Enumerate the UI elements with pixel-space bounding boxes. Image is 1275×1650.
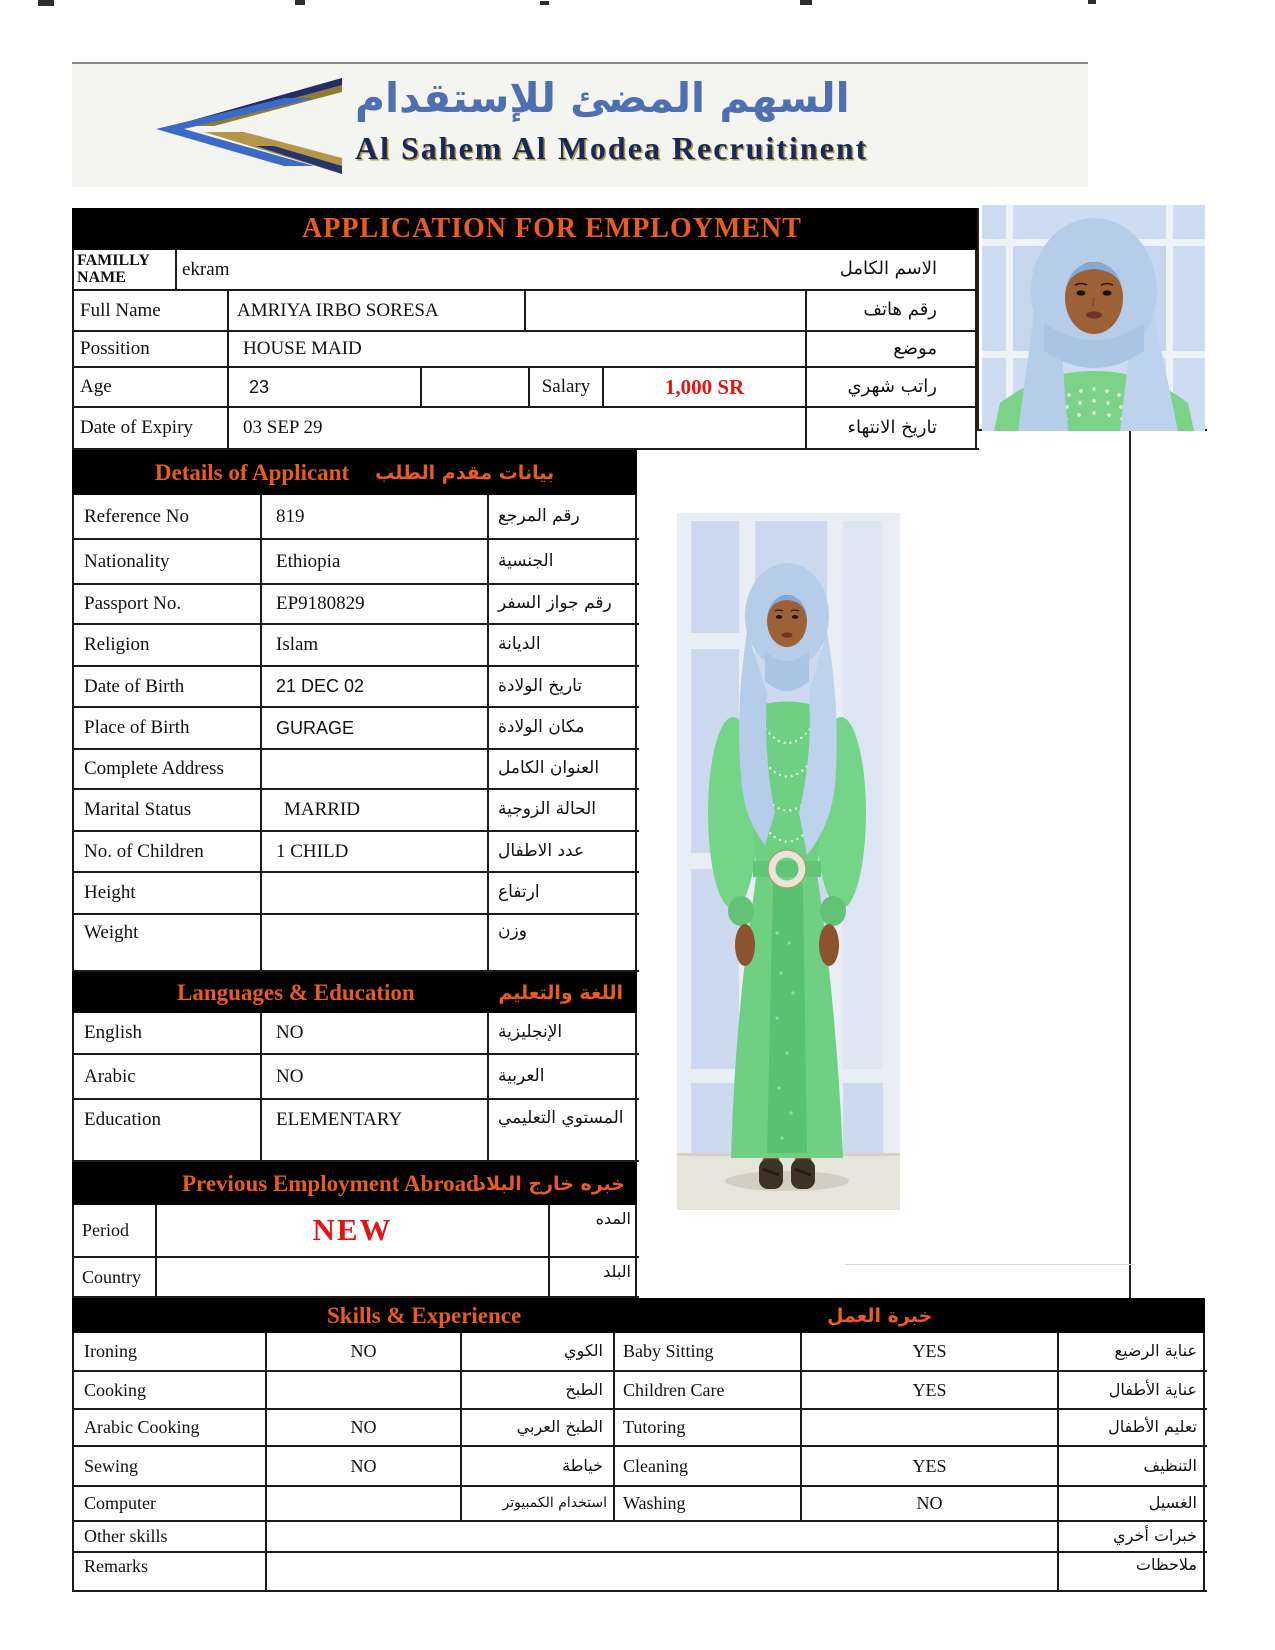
section-title: Languages & Education — [177, 979, 415, 1005]
skill-label-ar: استخدام الكمبيوتر — [462, 1487, 615, 1522]
field-label: Arabic — [74, 1055, 262, 1100]
field-value: Ethiopia — [262, 540, 489, 585]
field-value: 23 — [229, 368, 422, 408]
applicant-photo-portrait — [982, 205, 1205, 431]
skill-label: Arabic Cooking — [74, 1410, 267, 1447]
skill-label-ar: عناية الرضيع — [1059, 1333, 1207, 1372]
skills-section — [72, 1298, 1205, 1592]
previous-employment-header — [72, 1162, 637, 1205]
skill-value — [267, 1522, 1059, 1553]
field-label: Passport No. — [74, 585, 262, 625]
skill-value — [267, 1372, 462, 1410]
salary-value: 1,000 SR — [604, 368, 805, 408]
field-label: Date of Expiry — [74, 408, 229, 450]
page-title: APPLICATION FOR EMPLOYMENT — [302, 213, 802, 244]
skill-label-ar: الكوي — [462, 1333, 615, 1372]
field-label-ar: العنوان الكامل — [489, 750, 639, 790]
empty-cell — [526, 291, 805, 332]
field-value: NEW — [157, 1205, 550, 1258]
scan-artifact — [845, 1264, 1135, 1265]
field-value: AMRIYA IRBO SORESA — [229, 291, 526, 332]
skill-label: Remarks — [74, 1553, 267, 1592]
section-title: Skills & Experience — [327, 1302, 522, 1328]
photo-cell-border — [977, 208, 979, 431]
skill-value: NO — [267, 1410, 462, 1447]
field-value — [262, 873, 489, 915]
field-label: Place of Birth — [74, 708, 262, 750]
languages-section — [72, 972, 637, 1162]
skill-value — [267, 1553, 1059, 1592]
skill-label-ar: خياطة — [462, 1447, 615, 1487]
field-label-ar: رقم جواز السفر — [489, 585, 639, 625]
field-label-ar: الإنجليزية — [489, 1013, 639, 1055]
scan-artifact — [800, 0, 812, 5]
agency-name-english: Al Sahem Al Modea Recruitinent — [355, 130, 869, 166]
field-label: Full Name — [74, 291, 229, 332]
skill-value — [267, 1487, 462, 1522]
field-label-ar: رقم هاتف — [805, 291, 979, 332]
field-label: Marital Status — [74, 790, 262, 832]
form-right-border — [1129, 431, 1131, 1298]
field-value: 1 CHILD — [262, 832, 489, 873]
field-value: Islam — [262, 625, 489, 667]
skill-value: YES — [802, 1372, 1059, 1410]
field-label-ar: راتب شهري — [805, 368, 979, 408]
skill-label: Ironing — [74, 1333, 267, 1372]
field-label: Height — [74, 873, 262, 915]
field-value — [262, 750, 489, 790]
field-label: Reference No — [74, 495, 262, 540]
field-label-ar: المده — [550, 1205, 639, 1258]
field-label: Date of Birth — [74, 667, 262, 708]
skill-label: Children Care — [615, 1372, 802, 1410]
applicant-photo-full — [677, 513, 900, 1210]
skill-label-ar: الطبخ العربي — [462, 1410, 615, 1447]
field-label-ar: الحالة الزوجية — [489, 790, 639, 832]
field-label: Country — [74, 1258, 157, 1298]
scan-artifact — [540, 1, 549, 5]
field-label: FAMILLY NAME — [74, 250, 177, 291]
empty-cell — [422, 368, 528, 408]
field-label-ar: المستوي التعليمي — [489, 1100, 639, 1162]
form-title-bar — [72, 208, 977, 250]
field-label-ar: ارتفاع — [489, 873, 639, 915]
section-title-ar: خبرة العمل — [827, 1304, 933, 1327]
field-label-ar: مكان الولادة — [489, 708, 639, 750]
skill-label-ar: عناية الأطفال — [1059, 1372, 1207, 1410]
skill-label-ar: الطبخ — [462, 1372, 615, 1410]
agency-name-arabic: السهم المضئ للإستقدام — [355, 74, 850, 122]
field-value: ELEMENTARY — [262, 1100, 489, 1162]
skill-label-ar: خبرات أخري — [1059, 1522, 1207, 1553]
scan-artifact — [38, 0, 54, 6]
skill-label: Sewing — [74, 1447, 267, 1487]
skill-label-ar: التنظيف — [1059, 1447, 1207, 1487]
field-label: Possition — [74, 332, 229, 368]
field-value: HOUSE MAID — [229, 332, 805, 368]
skill-label: Tutoring — [615, 1410, 802, 1447]
field-label: Religion — [74, 625, 262, 667]
field-label: Education — [74, 1100, 262, 1162]
field-value: 03 SEP 29 — [229, 408, 805, 450]
field-value: NO — [262, 1055, 489, 1100]
agency-logo-icon — [144, 76, 344, 176]
section-title: Details of Applicant — [154, 459, 350, 485]
field-value: 21 DEC 02 — [262, 667, 489, 708]
skill-value: YES — [802, 1333, 1059, 1372]
field-label: No. of Children — [74, 832, 262, 873]
salary-label: Salary — [528, 368, 604, 408]
field-label: Period — [74, 1205, 157, 1258]
field-label: Age — [74, 368, 229, 408]
skill-label: Computer — [74, 1487, 267, 1522]
skill-value: NO — [267, 1447, 462, 1487]
section-title: Previous Employment Abroad — [182, 1170, 479, 1196]
field-label-ar: الديانة — [489, 625, 639, 667]
field-label-ar: الاسم الكامل — [805, 250, 979, 291]
agency-banner — [72, 62, 1088, 187]
skill-value: NO — [802, 1487, 1059, 1522]
section-title-ar: خبره خارج البلاد — [476, 1172, 625, 1195]
previous-employment-section — [72, 1162, 637, 1298]
skill-label: Cooking — [74, 1372, 267, 1410]
field-value: NO — [262, 1013, 489, 1055]
details-section — [72, 450, 637, 972]
field-label: English — [74, 1013, 262, 1055]
field-label-ar: وزن — [489, 915, 639, 972]
skills-header — [72, 1298, 1205, 1333]
field-label-ar: تاريخ الانتهاء — [805, 408, 979, 450]
section-title-ar: بيانات مقدم الطلب — [375, 461, 555, 484]
field-value — [157, 1258, 550, 1298]
skill-label-ar: ملاحظات — [1059, 1553, 1207, 1592]
field-value: GURAGE — [262, 708, 489, 750]
skill-value — [802, 1410, 1059, 1447]
languages-header — [72, 972, 637, 1013]
field-value: MARRID — [262, 790, 489, 832]
skill-label: Cleaning — [615, 1447, 802, 1487]
scan-artifact — [1088, 0, 1096, 4]
field-label-ar: الجنسية — [489, 540, 639, 585]
field-value — [262, 915, 489, 972]
field-label-ar: البلد — [550, 1258, 639, 1298]
field-label-ar: العربية — [489, 1055, 639, 1100]
field-label-ar: عدد الاطفال — [489, 832, 639, 873]
skill-label-ar: الغسيل — [1059, 1487, 1207, 1522]
field-label: Weight — [74, 915, 262, 972]
field-label-ar: تاريخ الولادة — [489, 667, 639, 708]
skill-label-ar: تعليم الأطفال — [1059, 1410, 1207, 1447]
scan-artifact — [295, 0, 305, 5]
skill-label: Baby Sitting — [615, 1333, 802, 1372]
section-title-ar: اللغة والتعليم — [498, 981, 623, 1004]
field-value: ekram — [177, 250, 805, 291]
top-info-table — [72, 250, 977, 450]
details-header — [72, 450, 637, 495]
skill-label: Washing — [615, 1487, 802, 1522]
field-value: 819 — [262, 495, 489, 540]
skill-value: NO — [267, 1333, 462, 1372]
field-label: Nationality — [74, 540, 262, 585]
field-label-ar: موضع — [805, 332, 979, 368]
field-label-ar: رقم المرجع — [489, 495, 639, 540]
skill-value: YES — [802, 1447, 1059, 1487]
field-label: Complete Address — [74, 750, 262, 790]
field-value: EP9180829 — [262, 585, 489, 625]
skill-label: Other skills — [74, 1522, 267, 1553]
